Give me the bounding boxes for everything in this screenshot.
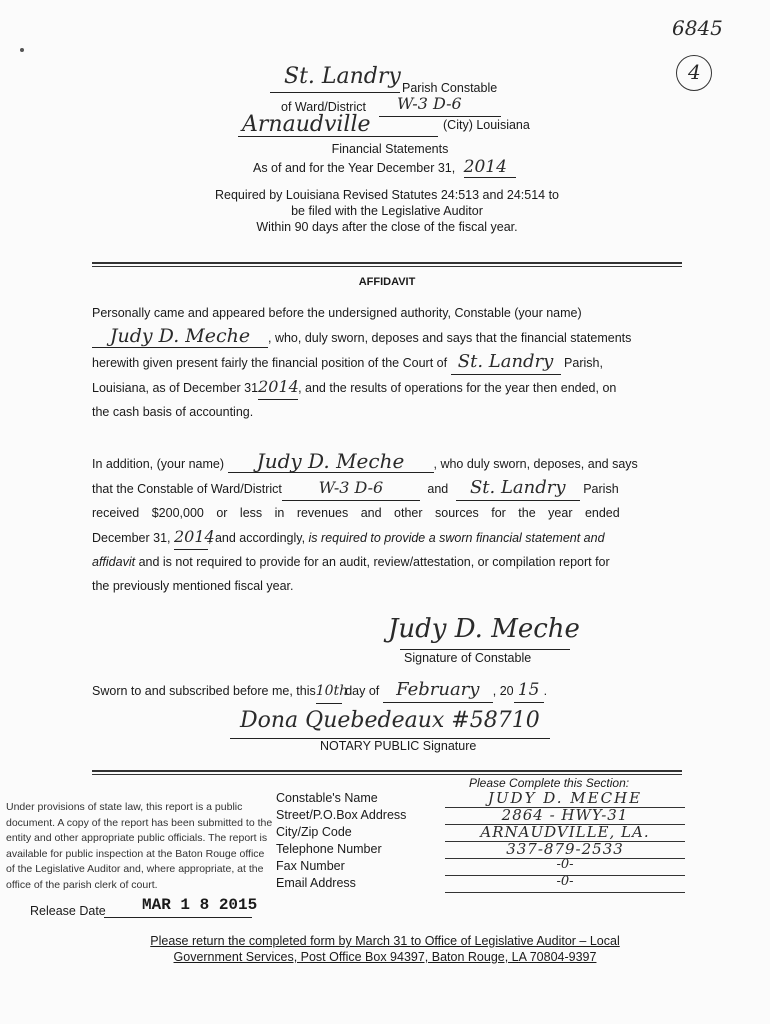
notary-signature: Dona Quebedeaux #58710 <box>240 708 540 733</box>
p2-line4-b: , and accordingly, <box>208 531 306 545</box>
fin-title: Financial Statements <box>331 142 449 156</box>
p1-line3-a: herewith given present fairly the financial position of the Court of <box>92 356 448 370</box>
p1-name-handwritten: Judy D. Meche <box>92 325 268 348</box>
contact-section-label: Please Complete this Section: <box>469 776 630 790</box>
affidavit-title: AFFIDAVIT <box>358 276 416 288</box>
contact-label-street: Street/P.O.Box Address <box>276 808 407 822</box>
p2-line4-a: December 31, <box>92 531 171 545</box>
p1-line4-a: Louisiana, as of December 31 <box>92 381 259 395</box>
sworn-a: Sworn to and subscribed before me, this <box>92 684 316 698</box>
p2-line5-b: and is not required to provide for an audit, review/attestation, or compilation report for <box>138 555 610 569</box>
parish-constable-label: Parish Constable <box>402 81 498 95</box>
sworn-day-handwritten: 10th <box>316 679 342 704</box>
release-date-label: Release Date <box>30 904 106 918</box>
contact-value-city: ARNAUDVILLE, LA. <box>480 823 650 841</box>
p2-line4 <box>92 525 682 550</box>
sworn-b: day of <box>345 684 380 698</box>
city-line <box>238 136 438 137</box>
release-date-line <box>104 917 252 918</box>
corner-number: 6845 <box>672 16 723 40</box>
req-line2: be filed with the Legislative Auditor <box>291 204 483 218</box>
p1-line4-b: , and the results of operations for the year then ended, on <box>298 381 617 395</box>
p2-year-handwritten: 2014 <box>174 525 208 550</box>
p1-line2-rest: who, duly sworn, deposes and says that the financial statements <box>274 331 632 345</box>
city-label: (City) Louisiana <box>443 118 530 132</box>
contact-label-phone: Telephone Number <box>276 842 382 856</box>
contact-value-email: -0- <box>556 874 574 889</box>
p1-line1: Personally came and appeared before the undersigned authority, Constable (your name) <box>92 306 582 320</box>
p1-year-handwritten: 2014 <box>258 375 298 400</box>
p2-line2 <box>92 476 682 501</box>
ward-handwritten: W-3 D-6 <box>397 94 462 113</box>
public-notice: Under provisions of state law, this report is a public document. A copy of the report has been submitted to the entity and other appropriate public officials. The report is available for public inspection at the Baton Rouge office of the Legislative Auditor and, where appropriate, at the office of the parish clerk of court. <box>6 801 273 891</box>
contact-line-1 <box>445 807 685 808</box>
p2-name-handwritten: Judy D. Meche <box>228 450 434 473</box>
constable-signature: Judy D. Meche <box>388 614 580 644</box>
p1-line5: the cash basis of accounting. <box>92 405 254 419</box>
city-handwritten: Arnaudville <box>242 112 371 137</box>
header-parish-line <box>270 64 540 94</box>
ward-label: of Ward/District <box>281 100 366 114</box>
footer-line2: Government Services, Post Office Box 94397, Baton Rouge, LA 70804-9397 <box>173 950 597 964</box>
parish-handwritten: St. Landry <box>284 64 401 89</box>
p1-line4 <box>92 375 682 400</box>
affidavit-paragraph-1 <box>92 301 682 424</box>
affidavit-paragraph-2 <box>92 450 682 598</box>
contact-line-4 <box>445 858 685 859</box>
contact-label-email: Email Address <box>276 876 356 890</box>
header-divider-thin <box>92 266 682 267</box>
contact-label-city: City/Zip Code <box>276 825 352 839</box>
constable-signature-label: Signature of Constable <box>404 651 532 665</box>
header-divider <box>92 262 682 264</box>
p1-line2: Judy D. Meche , who, duly sworn, deposes and says that the financial statements <box>92 325 682 350</box>
sworn-month-handwritten: February <box>383 678 493 703</box>
p2-line2-c: Parish <box>583 482 619 496</box>
contact-divider-thin <box>92 774 682 775</box>
p2-line5 <box>92 550 682 574</box>
release-date-stamp: MAR 1 8 2015 <box>142 896 258 914</box>
contact-value-phone: 337-879-2533 <box>506 840 624 858</box>
contact-line-2 <box>445 824 685 825</box>
contact-divider <box>92 770 682 772</box>
p2-line5-italic: affidavit <box>92 555 136 569</box>
p2-parish-handwritten: St. Landry <box>456 476 580 501</box>
sworn-year-handwritten: 15 <box>514 678 544 703</box>
release-date <box>30 896 270 920</box>
p2-line2-a: that the Constable of Ward/District <box>92 482 282 496</box>
as-of-line <box>253 157 553 177</box>
p2-line4-italic: is required to provide a sworn financial statement and <box>308 531 605 545</box>
circled-number-text: 4 <box>688 60 701 84</box>
p2-line3: received $200,000 or less in revenues and other sources for the year ended <box>92 506 620 520</box>
p2-line2-b: and <box>427 482 449 496</box>
contact-line-5 <box>445 875 685 876</box>
p2-line1 <box>92 450 682 476</box>
p1-line3 <box>92 350 682 375</box>
header-city-line <box>238 112 538 138</box>
contact-value-street: 2864 - HWY-31 <box>501 806 629 824</box>
p2-ward-handwritten: W-3 D-6 <box>282 476 420 501</box>
p1-parish-handwritten: St. Landry <box>451 350 561 375</box>
constable-signature-line <box>400 649 570 650</box>
notary-label: NOTARY PUBLIC Signature <box>320 739 477 753</box>
as-of-label: As of and for the Year December 31, <box>253 161 456 175</box>
as-of-year-handwritten: 2014 <box>464 157 516 178</box>
circled-number <box>676 55 712 91</box>
contact-label-fax: Fax Number <box>276 859 345 873</box>
sworn-c: , 20 <box>492 684 514 698</box>
contact-line-3 <box>445 841 685 842</box>
footer-line1: Please return the completed form by March 31 to Office of Legislative Auditor – Local <box>150 934 620 948</box>
scan-dot <box>20 48 24 52</box>
sworn-line <box>92 678 692 704</box>
p2-line6: the previously mentioned fiscal year. <box>92 579 294 593</box>
sworn-d: . <box>543 684 548 698</box>
req-line3: Within 90 days after the close of the fiscal year. <box>256 220 518 234</box>
contact-value-fax: -0- <box>556 857 574 872</box>
contact-line-6 <box>445 892 685 893</box>
p2-line1-b: , who duly sworn, deposes, and says <box>433 457 638 471</box>
p1-line3-b: Parish, <box>564 356 603 370</box>
p2-line1-a: In addition, (your name) <box>92 457 225 471</box>
contact-labels <box>276 791 446 893</box>
contact-value-name: JUDY D. MECHE <box>487 789 643 807</box>
contact-label-name: Constable's Name <box>276 791 378 805</box>
parish-line <box>270 92 400 93</box>
req-line1: Required by Louisiana Revised Statutes 24:513 and 24:514 to <box>215 188 559 202</box>
